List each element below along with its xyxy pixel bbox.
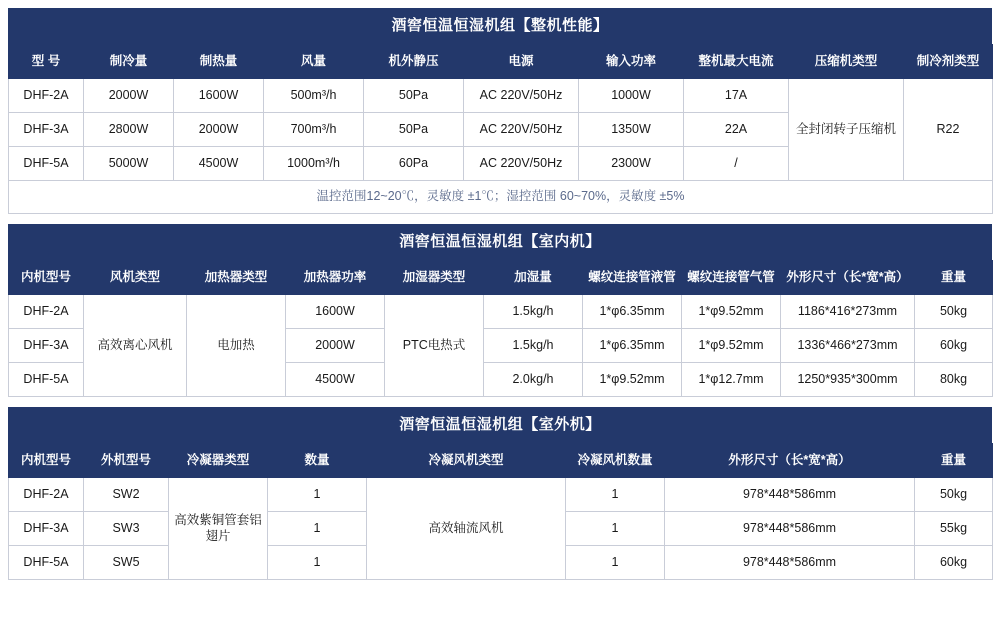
section-title-overall-performance: 酒窖恒温恒湿机组【整机性能】 (8, 8, 992, 44)
cell-outdoor-model: SW3 (84, 512, 169, 546)
cell-compressor-type: 全封闭转子压缩机 (789, 79, 904, 181)
cell-condenser-fan-type: 高效轴流风机 (367, 478, 566, 580)
cell-input-power: 1000W (579, 79, 684, 113)
cell-outdoor-model: SW2 (84, 478, 169, 512)
cell-power-supply: AC 220V/50Hz (464, 113, 579, 147)
col-header: 冷凝器类型 (169, 444, 268, 478)
col-header: 加湿量 (484, 261, 583, 295)
cell-liquid-pipe: 1*φ6.35mm (583, 329, 682, 363)
col-header: 加热器功率 (286, 261, 385, 295)
section-overall-performance (8, 8, 992, 214)
cell-weight: 50kg (915, 295, 993, 329)
cell-input-power: 1350W (579, 113, 684, 147)
cell-air-volume: 700m³/h (264, 113, 364, 147)
cell-max-current: 17A (684, 79, 789, 113)
cell-liquid-pipe: 1*φ6.35mm (583, 295, 682, 329)
cell-outdoor-model: SW5 (84, 546, 169, 580)
cell-quantity: 1 (268, 512, 367, 546)
table-header-row (9, 45, 993, 79)
col-header: 冷凝风机数量 (566, 444, 665, 478)
cell-weight: 55kg (915, 512, 993, 546)
cell-dimensions: 1336*466*273mm (781, 329, 915, 363)
col-header: 加热器类型 (187, 261, 286, 295)
section-indoor-unit (8, 224, 992, 397)
cell-heater-power: 2000W (286, 329, 385, 363)
cell-heating-capacity: 4500W (174, 147, 264, 181)
col-header: 机外静压 (364, 45, 464, 79)
cell-refrigerant-type: R22 (904, 79, 993, 181)
cell-heating-capacity: 2000W (174, 113, 264, 147)
cell-liquid-pipe: 1*φ9.52mm (583, 363, 682, 397)
cell-indoor-model: DHF-3A (9, 329, 84, 363)
cell-cooling-capacity: 2000W (84, 79, 174, 113)
cell-humidify-amount: 1.5kg/h (484, 295, 583, 329)
table-overall-performance (8, 44, 993, 214)
cell-fan-type: 高效离心风机 (84, 295, 187, 397)
cell-heating-capacity: 1600W (174, 79, 264, 113)
section-title-outdoor-unit: 酒窖恒温恒湿机组【室外机】 (8, 407, 992, 443)
cell-weight: 60kg (915, 329, 993, 363)
cell-gas-pipe: 1*φ9.52mm (682, 295, 781, 329)
cell-max-current: / (684, 147, 789, 181)
col-header: 重量 (915, 261, 993, 295)
col-header: 电源 (464, 45, 579, 79)
cell-static-pressure: 60Pa (364, 147, 464, 181)
col-header: 螺纹连接管液管 (583, 261, 682, 295)
col-header: 风机类型 (84, 261, 187, 295)
cell-dimensions: 1186*416*273mm (781, 295, 915, 329)
col-header: 风量 (264, 45, 364, 79)
control-range-note: 温控范围12~20℃，灵敏度 ±1℃；湿控范围 60~70%，灵敏度 ±5% (9, 181, 993, 214)
cell-quantity: 1 (268, 546, 367, 580)
table-header-row (9, 444, 993, 478)
cell-input-power: 2300W (579, 147, 684, 181)
cell-air-volume: 1000m³/h (264, 147, 364, 181)
table-note-row (9, 181, 993, 214)
col-header: 外机型号 (84, 444, 169, 478)
cell-heater-power: 1600W (286, 295, 385, 329)
col-header: 重量 (915, 444, 993, 478)
col-header: 压缩机类型 (789, 45, 904, 79)
cell-indoor-model: DHF-2A (9, 478, 84, 512)
col-header: 整机最大电流 (684, 45, 789, 79)
cell-power-supply: AC 220V/50Hz (464, 147, 579, 181)
cell-dimensions: 978*448*586mm (665, 546, 915, 580)
cell-cooling-capacity: 5000W (84, 147, 174, 181)
cell-dimensions: 978*448*586mm (665, 512, 915, 546)
cell-weight: 80kg (915, 363, 993, 397)
col-header: 螺纹连接管气管 (682, 261, 781, 295)
table-row (9, 79, 993, 113)
col-header: 冷凝风机类型 (367, 444, 566, 478)
cell-condenser-type: 高效紫铜管套铝翅片 (169, 478, 268, 580)
cell-quantity: 1 (268, 478, 367, 512)
cell-condenser-fan-qty: 1 (566, 478, 665, 512)
cell-condenser-fan-qty: 1 (566, 546, 665, 580)
cell-model: DHF-3A (9, 113, 84, 147)
table-row (9, 295, 993, 329)
cell-heater-power: 4500W (286, 363, 385, 397)
cell-dimensions: 978*448*586mm (665, 478, 915, 512)
cell-heater-type: 电加热 (187, 295, 286, 397)
cell-model: DHF-5A (9, 147, 84, 181)
col-header: 外形尺寸（长*宽*高） (665, 444, 915, 478)
section-outdoor-unit (8, 407, 992, 580)
col-header: 内机型号 (9, 444, 84, 478)
cell-indoor-model: DHF-5A (9, 363, 84, 397)
col-header: 制冷剂类型 (904, 45, 993, 79)
cell-cooling-capacity: 2800W (84, 113, 174, 147)
col-header: 制冷量 (84, 45, 174, 79)
section-title-indoor-unit: 酒窖恒温恒湿机组【室内机】 (8, 224, 992, 260)
cell-air-volume: 500m³/h (264, 79, 364, 113)
cell-humidify-amount: 1.5kg/h (484, 329, 583, 363)
cell-weight: 50kg (915, 478, 993, 512)
cell-gas-pipe: 1*φ9.52mm (682, 329, 781, 363)
cell-condenser-fan-qty: 1 (566, 512, 665, 546)
cell-dimensions: 1250*935*300mm (781, 363, 915, 397)
cell-indoor-model: DHF-3A (9, 512, 84, 546)
cell-power-supply: AC 220V/50Hz (464, 79, 579, 113)
table-row (9, 478, 993, 512)
cell-max-current: 22A (684, 113, 789, 147)
cell-weight: 60kg (915, 546, 993, 580)
cell-humidifier-type: PTC电热式 (385, 295, 484, 397)
col-header: 制热量 (174, 45, 264, 79)
col-header: 数量 (268, 444, 367, 478)
col-header: 输入功率 (579, 45, 684, 79)
table-indoor-unit (8, 260, 993, 397)
cell-static-pressure: 50Pa (364, 79, 464, 113)
cell-indoor-model: DHF-2A (9, 295, 84, 329)
col-header: 加湿器类型 (385, 261, 484, 295)
cell-gas-pipe: 1*φ12.7mm (682, 363, 781, 397)
col-header: 型 号 (9, 45, 84, 79)
cell-humidify-amount: 2.0kg/h (484, 363, 583, 397)
col-header: 内机型号 (9, 261, 84, 295)
cell-static-pressure: 50Pa (364, 113, 464, 147)
cell-indoor-model: DHF-5A (9, 546, 84, 580)
col-header: 外形尺寸（长*宽*高） (781, 261, 915, 295)
table-header-row (9, 261, 993, 295)
cell-model: DHF-2A (9, 79, 84, 113)
table-outdoor-unit (8, 443, 993, 580)
